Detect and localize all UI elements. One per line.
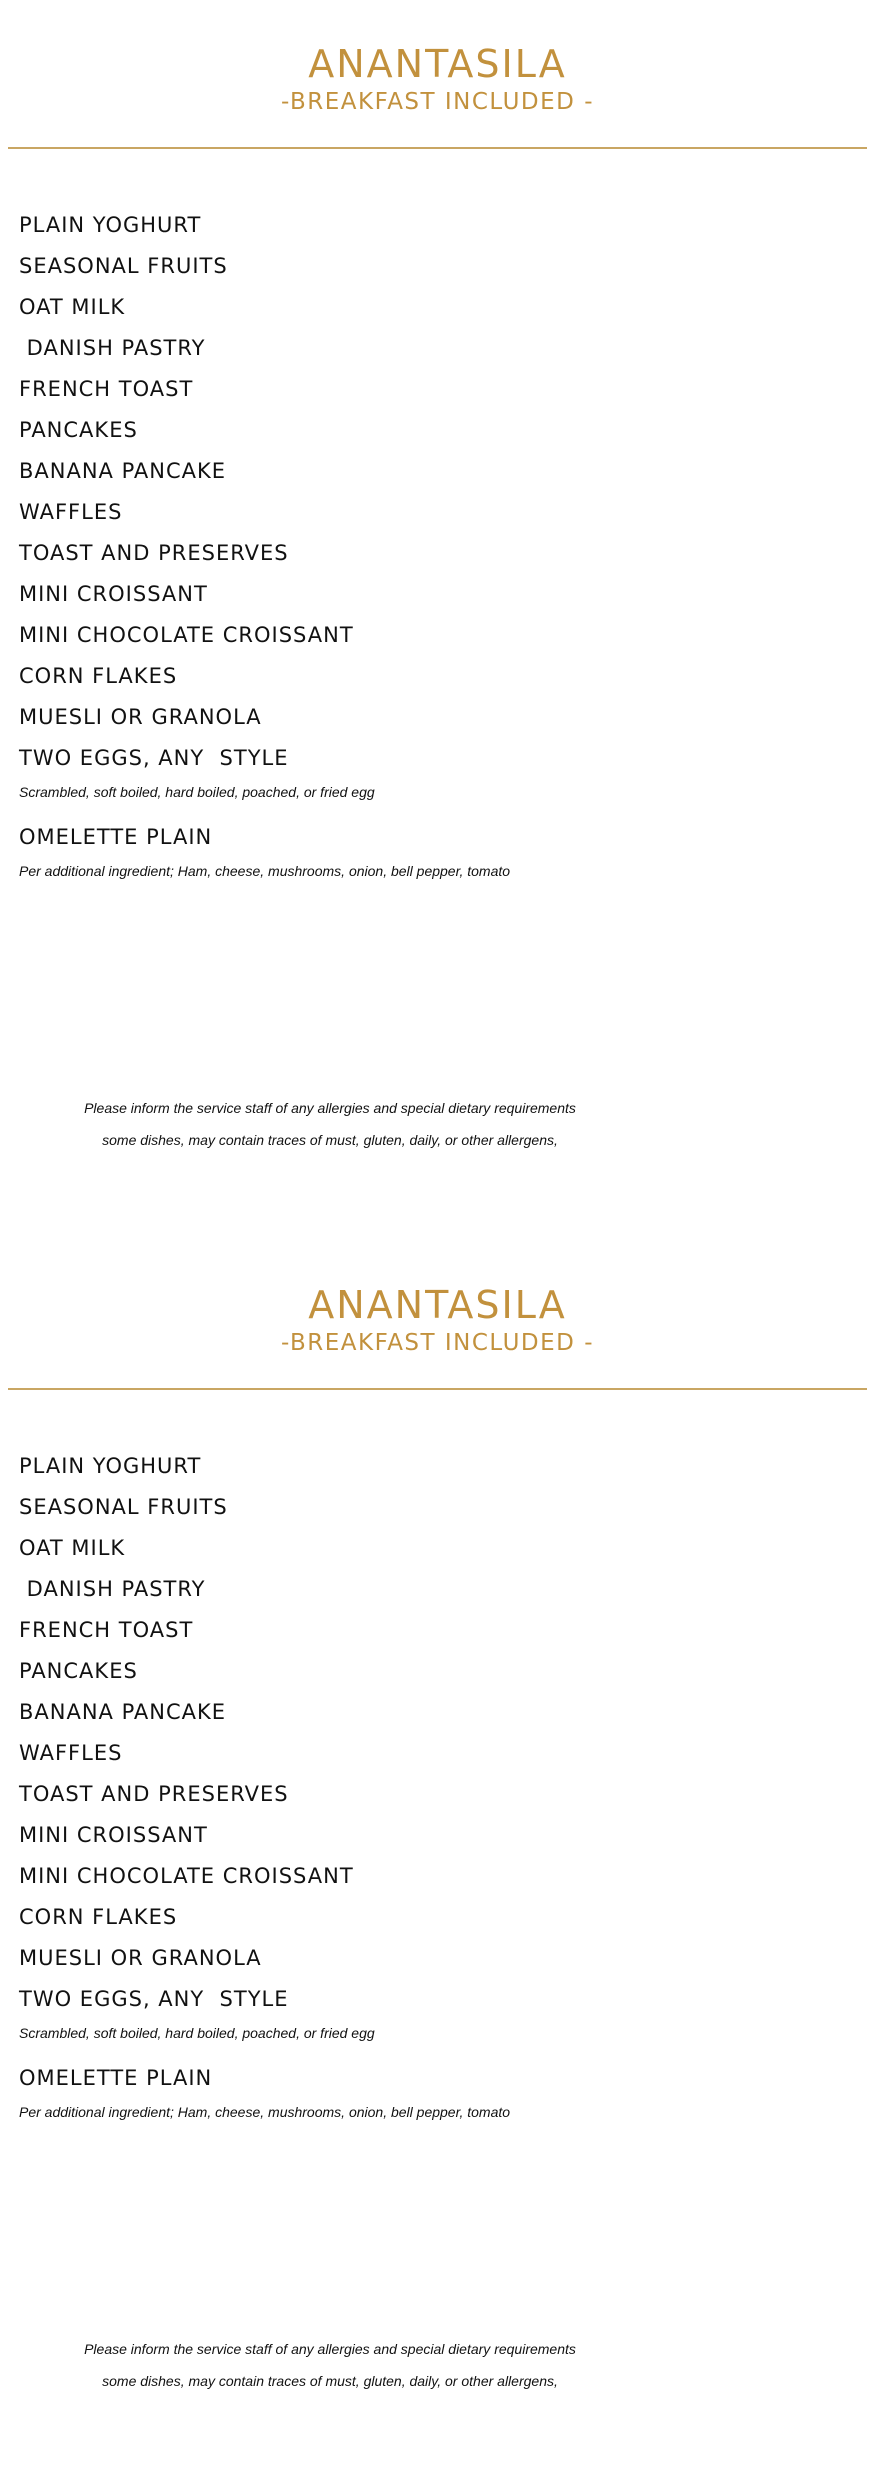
omelette-note: Per additional ingredient; Ham, cheese, mushrooms, onion, bell pepper, tomato xyxy=(19,2104,511,2120)
eggs-note: Scrambled, soft boiled, hard boiled, poached, or fried egg xyxy=(19,784,375,800)
menu-item: SEASONAL FRUITS xyxy=(19,1495,228,1519)
menu-item: CORN FLAKES xyxy=(19,1905,178,1929)
menu-item: WAFFLES xyxy=(19,500,123,524)
menu-item: PLAIN YOGHURT xyxy=(19,1454,202,1478)
menu-item: PANCAKES xyxy=(19,418,138,442)
menu-item: DANISH PASTRY xyxy=(19,336,206,360)
menu-item: MINI CROISSANT xyxy=(19,582,208,606)
header-divider xyxy=(8,147,867,149)
allergy-notice-line-1: Please inform the service staff of any allergies and special dietary requirements xyxy=(84,1100,576,1116)
menu-item: OAT MILK xyxy=(19,1536,126,1560)
menu-item: TWO EGGS, ANY STYLE xyxy=(19,746,289,770)
menu-item: MINI CHOCOLATE CROISSANT xyxy=(19,1864,354,1888)
menu-page-2 xyxy=(0,1241,875,2481)
menu-item: FRENCH TOAST xyxy=(19,377,194,401)
menu-item: PLAIN YOGHURT xyxy=(19,213,202,237)
menu-item-omelette: OMELETTE PLAIN xyxy=(19,2066,213,2090)
menu-item: SEASONAL FRUITS xyxy=(19,254,228,278)
brand-title: ANANTASILA xyxy=(308,42,567,86)
menu-subtitle: -BREAKFAST INCLUDED - xyxy=(280,1330,594,1356)
header-divider xyxy=(8,1388,867,1390)
menu-item: PANCAKES xyxy=(19,1659,138,1683)
menu-item: TOAST AND PRESERVES xyxy=(19,541,289,565)
menu-item: MINI CHOCOLATE CROISSANT xyxy=(19,623,354,647)
menu-item: WAFFLES xyxy=(19,1741,123,1765)
menu-item: MUESLI OR GRANOLA xyxy=(19,1946,262,1970)
menu-item: BANANA PANCAKE xyxy=(19,459,227,483)
eggs-note: Scrambled, soft boiled, hard boiled, poached, or fried egg xyxy=(19,2025,375,2041)
menu-page-1 xyxy=(0,0,875,1240)
menu-item: BANANA PANCAKE xyxy=(19,1700,227,1724)
allergy-notice-line-2: some dishes, may contain traces of must, gluten, daily, or other allergens, xyxy=(102,1132,558,1148)
menu-item: MINI CROISSANT xyxy=(19,1823,208,1847)
allergy-notice-line-1: Please inform the service staff of any allergies and special dietary requirements xyxy=(84,2341,576,2357)
menu-subtitle: -BREAKFAST INCLUDED - xyxy=(280,89,594,115)
menu-item: OAT MILK xyxy=(19,295,126,319)
allergy-notice-line-2: some dishes, may contain traces of must, gluten, daily, or other allergens, xyxy=(102,2373,558,2389)
menu-item: FRENCH TOAST xyxy=(19,1618,194,1642)
menu-item-list xyxy=(19,1446,859,2123)
menu-item-omelette: OMELETTE PLAIN xyxy=(19,825,213,849)
menu-item: TOAST AND PRESERVES xyxy=(19,1782,289,1806)
menu-item: MUESLI OR GRANOLA xyxy=(19,705,262,729)
menu-item: CORN FLAKES xyxy=(19,664,178,688)
menu-item: TWO EGGS, ANY STYLE xyxy=(19,1987,289,2011)
menu-item: DANISH PASTRY xyxy=(19,1577,206,1601)
omelette-note: Per additional ingredient; Ham, cheese, mushrooms, onion, bell pepper, tomato xyxy=(19,863,511,879)
menu-item-list xyxy=(19,205,859,882)
brand-title: ANANTASILA xyxy=(308,1283,567,1327)
